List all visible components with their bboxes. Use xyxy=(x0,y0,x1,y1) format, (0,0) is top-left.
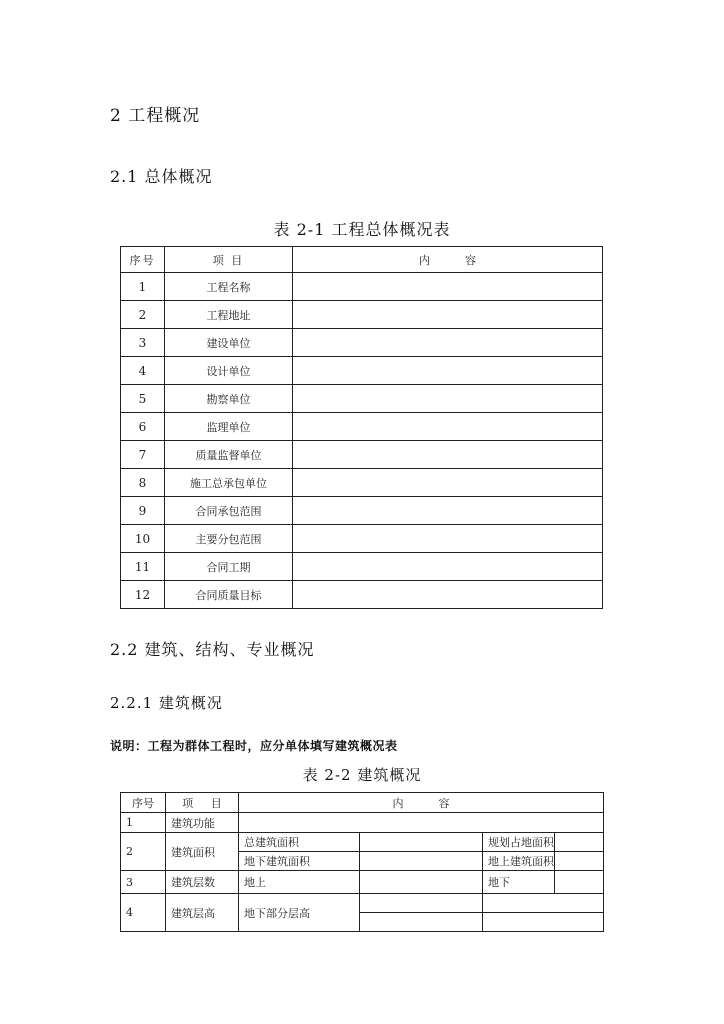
row-no: 10 xyxy=(121,525,165,553)
row-content xyxy=(293,469,603,497)
table-row xyxy=(121,833,604,852)
row-no: 3 xyxy=(121,329,165,357)
header-item: 项 目 xyxy=(165,247,293,273)
table-row xyxy=(121,441,603,469)
row-item: 建筑层数 xyxy=(166,871,239,894)
label-cell: 地下 xyxy=(483,871,555,894)
row-content xyxy=(293,553,603,581)
table-row xyxy=(121,301,603,329)
label-cell: 地上 xyxy=(239,871,360,894)
value-cell xyxy=(360,894,483,913)
value-cell xyxy=(483,913,604,932)
table-row xyxy=(121,813,604,833)
label-cell: 地下部分层高 xyxy=(239,894,360,932)
row-content xyxy=(293,357,603,385)
table-header-row xyxy=(121,247,603,273)
table-row xyxy=(121,871,604,894)
row-item: 工程地址 xyxy=(165,301,293,329)
value-cell xyxy=(360,913,483,932)
header-no: 序号 xyxy=(121,793,166,813)
section-heading-2-2: 2.2 建筑、结构、专业概况 xyxy=(110,640,315,659)
table-2-1-caption: 表 2-1 工程总体概况表 xyxy=(273,220,451,239)
table-row xyxy=(121,581,603,609)
row-item: 建筑功能 xyxy=(166,813,239,833)
row-content xyxy=(293,329,603,357)
value-cell xyxy=(360,852,483,871)
row-no: 4 xyxy=(121,894,166,932)
row-item: 监理单位 xyxy=(165,413,293,441)
table-row xyxy=(121,385,603,413)
row-no: 8 xyxy=(121,469,165,497)
header-content: 内 容 xyxy=(239,793,604,813)
row-item: 建设单位 xyxy=(165,329,293,357)
table-row xyxy=(121,413,603,441)
row-content xyxy=(293,441,603,469)
row-item: 质量监督单位 xyxy=(165,441,293,469)
label-cell: 地上建筑面积 xyxy=(483,852,555,871)
table-header-row xyxy=(121,793,604,813)
row-content xyxy=(293,497,603,525)
row-item: 合同质量目标 xyxy=(165,581,293,609)
table-row xyxy=(121,469,603,497)
row-no: 7 xyxy=(121,441,165,469)
label-cell: 总建筑面积 xyxy=(239,833,360,852)
section-heading-2-2-1: 2.2.1 建筑概况 xyxy=(110,694,223,712)
row-no: 1 xyxy=(121,813,166,833)
table-row xyxy=(121,329,603,357)
value-cell xyxy=(555,852,604,871)
header-item: 项 目 xyxy=(166,793,239,813)
header-no: 序号 xyxy=(121,247,165,273)
table-row xyxy=(121,525,603,553)
row-no: 12 xyxy=(121,581,165,609)
content-cell xyxy=(239,813,604,833)
row-no: 9 xyxy=(121,497,165,525)
row-no: 4 xyxy=(121,357,165,385)
row-content xyxy=(293,413,603,441)
row-no: 1 xyxy=(121,273,165,301)
project-overview-table xyxy=(120,246,603,609)
row-item: 施工总承包单位 xyxy=(165,469,293,497)
note-text: 说明：工程为群体工程时，应分单体填写建筑概况表 xyxy=(110,739,398,753)
row-item: 勘察单位 xyxy=(165,385,293,413)
row-no: 2 xyxy=(121,301,165,329)
row-content xyxy=(293,273,603,301)
value-cell xyxy=(360,833,483,852)
value-cell xyxy=(360,871,483,894)
section-heading-2: 2 工程概况 xyxy=(110,106,201,126)
building-overview-table xyxy=(120,792,604,932)
table-row xyxy=(121,497,603,525)
row-content xyxy=(293,525,603,553)
header-content: 内 容 xyxy=(293,247,603,273)
table-row xyxy=(121,553,603,581)
row-no: 2 xyxy=(121,833,166,871)
table-row xyxy=(121,894,604,913)
row-content xyxy=(293,581,603,609)
row-item: 设计单位 xyxy=(165,357,293,385)
label-cell: 地下建筑面积 xyxy=(239,852,360,871)
row-item: 合同工期 xyxy=(165,553,293,581)
label-cell: 规划占地面积 xyxy=(483,833,555,852)
value-cell xyxy=(555,871,604,894)
table-row xyxy=(121,273,603,301)
row-item: 主要分包范围 xyxy=(165,525,293,553)
table-2-2-caption: 表 2-2 建筑概况 xyxy=(302,766,422,784)
row-item: 建筑面积 xyxy=(166,833,239,871)
row-item: 工程名称 xyxy=(165,273,293,301)
row-item: 合同承包范围 xyxy=(165,497,293,525)
row-item: 建筑层高 xyxy=(166,894,239,932)
row-no: 5 xyxy=(121,385,165,413)
value-cell xyxy=(483,894,604,913)
table-row xyxy=(121,357,603,385)
section-heading-2-1: 2.1 总体概况 xyxy=(110,167,213,186)
row-no: 6 xyxy=(121,413,165,441)
row-no: 11 xyxy=(121,553,165,581)
row-content xyxy=(293,385,603,413)
value-cell xyxy=(555,833,604,852)
row-content xyxy=(293,301,603,329)
row-no: 3 xyxy=(121,871,166,894)
